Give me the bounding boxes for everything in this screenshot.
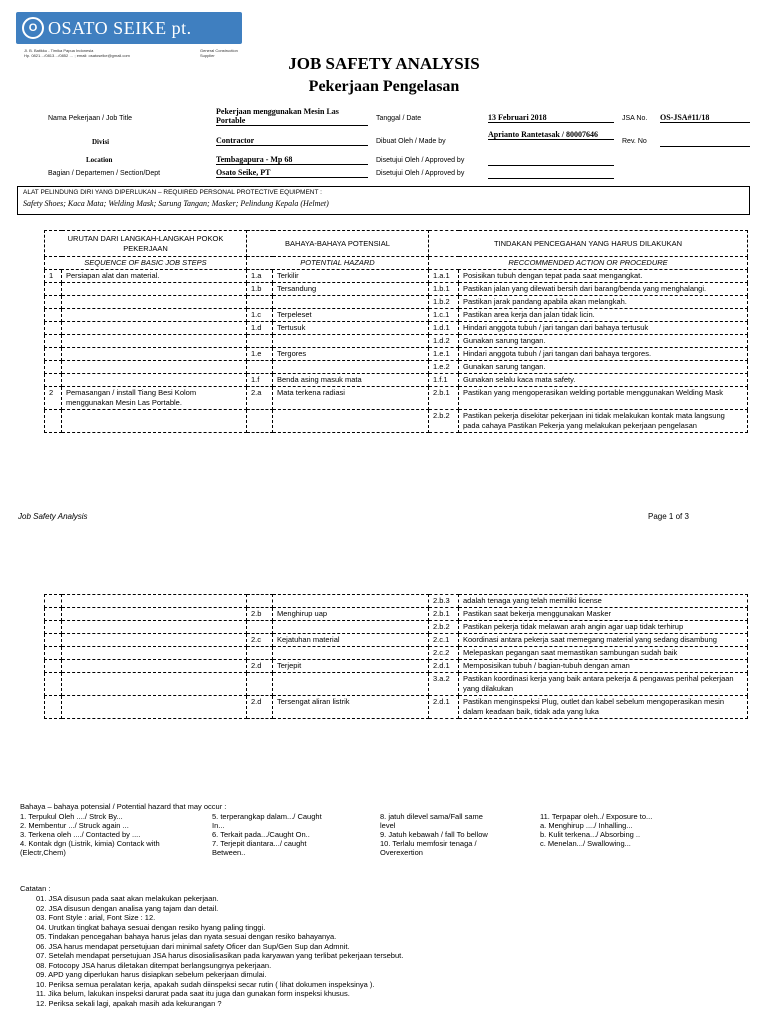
- action-code: 1.d.2: [429, 335, 459, 348]
- step-no: [45, 673, 62, 696]
- hazard-legend-col1: 1. Terpukul Oleh ..../ Strck By... 2. Membentur .../ Struck again ... 3. Terkena oleh ..../ Contacted by .... 4. Kontak dgn (Listrik, kimia) Contack with (Electr,Chem): [20, 812, 160, 857]
- step-text: Persiapan alat dan material.: [62, 270, 247, 283]
- step-no: [45, 595, 62, 608]
- hazard-code: 1.d: [247, 322, 273, 335]
- action-text: Memposisikan tubuh / bagian-tubuh dengan aman: [459, 660, 748, 673]
- note-item: 07. Setelah mendapat persetujuan JSA harus disosialisasikan pada karyawan yang terlibat pekerjaan tersebut.: [36, 951, 404, 960]
- company-address: Jl. B. Batikku - Timika Papua Indonesia Hp. 0821…/0813…/0852 … ; email: osatoseike@gmail.com: [24, 48, 130, 58]
- hazard-code: 2.c: [247, 634, 273, 647]
- action-text: Pastikan saat bekerja menggunakan Masker: [459, 608, 748, 621]
- note-item: 04. Urutkan tingkat bahaya sesuai dengan resiko hyang paling tinggi.: [36, 922, 266, 932]
- hazard-code: [247, 647, 273, 660]
- step-no: [45, 296, 62, 309]
- step-text: Pemasangan / install Tiang Besi Kolom menggunakan Mesin Las Portable.: [62, 387, 247, 410]
- note-item: 05. Tindakan pencegahan bahaya harus jelas dan nyata sesuai dengan resiko bahayanya.: [36, 932, 337, 941]
- action-text: Posisikan tubuh dengan tepat pada saat mengangkat.: [459, 270, 748, 283]
- made-by-value: Aprianto Rantetasak / 80007646: [488, 130, 614, 140]
- hazard-text: [273, 595, 429, 608]
- step-text: [62, 374, 247, 387]
- hazard-code: [247, 621, 273, 634]
- step-text: [62, 348, 247, 361]
- approved-by-line-1: [488, 165, 614, 166]
- step-no: 1: [45, 270, 62, 283]
- step-text: [62, 361, 247, 374]
- notes-title: Catatan :: [20, 884, 51, 893]
- action-text: Koordinasi antara pekerja saat memegang material yang sedang disambung: [459, 634, 748, 647]
- step-no: [45, 696, 62, 719]
- header-action: TINDAKAN PENCEGAHAN YANG HARUS DILAKUKAN: [429, 231, 748, 257]
- step-text: [62, 309, 247, 322]
- hazard-text: Terkilir: [273, 270, 429, 283]
- hazard-legend-col2: 5. terperangkap dalam.../ Caught In... 6. Terkait pada.../Caught On.. 7. Terjepit diantara.../ caught Between..: [212, 812, 322, 857]
- job-title-label: Nama Pekerjaan / Job Title: [48, 115, 133, 122]
- action-text: Pastikan yang mengoperasikan welding portable menggunakan Welding Mask: [459, 387, 748, 410]
- table-row: [45, 296, 748, 309]
- step-no: [45, 335, 62, 348]
- hazard-text: Menghirup uap: [273, 608, 429, 621]
- table-row: [45, 283, 748, 296]
- action-text: Melepaskan pegangan saat memastikan sambungan sudah baik: [459, 647, 748, 660]
- table-row: [45, 270, 748, 283]
- jsa-no-value: OS-JSA#11/18: [660, 113, 750, 123]
- logo-text: OSATO SEIKE pt.: [48, 17, 192, 38]
- hazard-text: Terpeleset: [273, 309, 429, 322]
- table-row: [45, 322, 748, 335]
- step-text: [62, 410, 247, 433]
- hazard-text: Terjepit: [273, 660, 429, 673]
- subheader-hazard: POTENTIAL HAZARD: [247, 257, 429, 270]
- note-item: 09. APD yang diperlukan harus disiapkan sebelum pekerjaan dimulai.: [36, 970, 267, 979]
- action-text: Gunakan sarung tangan.: [459, 335, 748, 348]
- step-text: [62, 283, 247, 296]
- page-number: Page 1 of 3: [648, 512, 689, 521]
- action-text: Pastikan jalan yang dilewati bersih dari barang/benda yang menghalangi.: [459, 283, 748, 296]
- location-value: Tembagapura - Mp 68: [216, 155, 368, 165]
- action-text: Pastikan pekerja tidak melawan arah angin agar uap tidak terhirup: [459, 621, 748, 634]
- step-text: [62, 621, 247, 634]
- subheader-action: RECCOMMENDED ACTION OR PROCEDURE: [429, 257, 748, 270]
- table-row: [45, 309, 748, 322]
- hazard-text: Tergores: [273, 348, 429, 361]
- hazard-legend-col3: 8. jatuh dilevel sama/Fall same level 9. Jatuh kebawah / fall To bellow 10. Terlalu memfosir tenaga / Overexertion: [380, 812, 488, 857]
- location-label: Location: [86, 156, 113, 164]
- action-code: 2.b.1: [429, 387, 459, 410]
- hazard-code: [247, 361, 273, 374]
- note-item: 12. Periksa sekali lagi, apakah masih ada kekurangan ?: [36, 998, 222, 1008]
- step-no: [45, 647, 62, 660]
- hazard-legend-title: Bahaya – bahaya potensial / Potential hazard that may occur :: [20, 802, 227, 811]
- table-row: [45, 595, 748, 608]
- step-no: [45, 348, 62, 361]
- action-code: 1.b.2: [429, 296, 459, 309]
- job-title-value: Pekerjaan menggunakan Mesin Las Portable: [216, 107, 368, 126]
- section-value: Osato Seike, PT: [216, 168, 368, 178]
- step-no: [45, 309, 62, 322]
- action-text: Gunakan selalu kaca mata safety.: [459, 374, 748, 387]
- step-no: 2: [45, 387, 62, 410]
- step-no: [45, 374, 62, 387]
- action-code: 2.c.2: [429, 647, 459, 660]
- table-row: [45, 361, 748, 374]
- action-code: 2.b.3: [429, 595, 459, 608]
- action-text: Pastikan menginspeksi Plug, outlet dan kabel sebelum mengoperasikan mesin dalam keadaan baik, tidak ada yang luka: [459, 696, 748, 719]
- hazard-code: [247, 335, 273, 348]
- action-code: 1.a.1: [429, 270, 459, 283]
- table-row: [45, 608, 748, 621]
- hazard-code: 2.b: [247, 608, 273, 621]
- rev-no-line: [660, 146, 750, 147]
- step-no: [45, 283, 62, 296]
- jsa-no-label: JSA No.: [622, 115, 648, 122]
- hazard-legend-col4: 11. Terpapar oleh../ Exposure to... a. Menghirup ..../ Inhalling... b. Kulit terkena.../ Absorbing .. c. Menelan.../ Swallowing...: [540, 812, 653, 848]
- jsa-rows-page1: [45, 270, 748, 433]
- action-code: 2.d.1: [429, 696, 459, 719]
- table-row: [45, 634, 748, 647]
- logo-mark: O: [22, 17, 44, 39]
- hazard-text: [273, 647, 429, 660]
- note-item: 02. JSA disusun dengan analisa yang tajam dan detail.: [36, 903, 219, 913]
- step-text: [62, 634, 247, 647]
- action-text: Pastikan area kerja dan jalan tidak licin.: [459, 309, 748, 322]
- note-item: 03. Font Style : arial, Font Size : 12.: [36, 913, 156, 922]
- action-code: 1.b.1: [429, 283, 459, 296]
- note-item: 06. JSA harus mendapat persetujuan dari minimal safety Oficer dan Sup/Gen Sup dan Admnit.: [36, 941, 350, 951]
- hazard-text: Mata terkena radiasi: [273, 387, 429, 410]
- hazard-text: Tersengat aliran listrik: [273, 696, 429, 719]
- hazard-code: 1.f: [247, 374, 273, 387]
- approved-by-label-1: Disetujui Oleh / Approved by: [376, 157, 465, 164]
- action-code: 2.b.1: [429, 608, 459, 621]
- section-label: Bagian / Departemen / Section/Dept: [48, 170, 161, 177]
- action-code: 1.f.1: [429, 374, 459, 387]
- step-text: [62, 608, 247, 621]
- step-text: [62, 696, 247, 719]
- table-row: [45, 335, 748, 348]
- step-no: [45, 410, 62, 433]
- action-code: 2.b.2: [429, 621, 459, 634]
- table-row: [45, 647, 748, 660]
- table-row: [45, 660, 748, 673]
- made-by-label: Dibuat Oleh / Made by: [376, 138, 446, 145]
- jsa-rows-page2: [45, 595, 748, 719]
- action-code: 1.c.1: [429, 309, 459, 322]
- step-text: [62, 322, 247, 335]
- step-no: [45, 660, 62, 673]
- hazard-code: 2.a: [247, 387, 273, 410]
- note-item: 08. Fotocopy JSA harus diletakan ditempat berlangsungnya pekerjaan.: [36, 960, 272, 970]
- action-code: 1.e.1: [429, 348, 459, 361]
- step-text: [62, 660, 247, 673]
- table-row: [45, 374, 748, 387]
- note-item: 10. Periksa semua peralatan kerja, apakah sudah diinspeksi secar rutin ( lihat dokumen inspeksinya ).: [36, 979, 375, 989]
- hazard-code: [247, 595, 273, 608]
- action-text: adalah tenaga yang telah memiliki license: [459, 595, 748, 608]
- note-item: 11. Jika belum, lakukan inspeksi darurat pada saat itu juga dan gunakan form inspeksi khusus.: [36, 989, 350, 998]
- step-text: [62, 335, 247, 348]
- approved-by-label-2: Disetujui Oleh / Approved by: [376, 170, 465, 177]
- step-no: [45, 361, 62, 374]
- action-code: 1.d.1: [429, 322, 459, 335]
- step-text: [62, 296, 247, 309]
- table-row: [45, 387, 748, 410]
- step-no: [45, 634, 62, 647]
- step-no: [45, 322, 62, 335]
- hazard-text: Kejatuhan material: [273, 634, 429, 647]
- header-steps: URUTAN DARI LANGKAH-LANGKAH POKOK PEKERJAAN: [45, 231, 247, 257]
- company-business: General Construction Supplier: [200, 48, 238, 58]
- table-row: [45, 673, 748, 696]
- division-value: Contractor: [216, 136, 368, 146]
- division-label: Divisi: [92, 138, 110, 146]
- step-no: [45, 621, 62, 634]
- hazard-text: [273, 361, 429, 374]
- step-no: [45, 608, 62, 621]
- notes-list: [36, 894, 756, 1008]
- action-text: Pastikan jarak pandang apabila akan melangkah.: [459, 296, 748, 309]
- table-row: [45, 348, 748, 361]
- hazard-text: [273, 410, 429, 433]
- subheader-steps: SEQUENCE OF BASIC JOB STEPS: [45, 257, 247, 270]
- action-text: Hindari anggota tubuh / jari tangan dari bahaya tergores.: [459, 348, 748, 361]
- table-row: [45, 621, 748, 634]
- action-code: 3.a.2: [429, 673, 459, 696]
- hazard-code: [247, 410, 273, 433]
- hazard-code: 1.e: [247, 348, 273, 361]
- hazard-text: Tertusuk: [273, 322, 429, 335]
- action-code: 2.b.2: [429, 410, 459, 433]
- action-code: 1.e.2: [429, 361, 459, 374]
- table-row: [45, 410, 748, 433]
- jsa-table-page1: [44, 230, 748, 433]
- action-code: 2.d.1: [429, 660, 459, 673]
- action-text: Pastikan pekerja disekitar pekerjaan ini tidak melakukan kontak mata langsung pada cahaya Pastikan Pekerja yang melakukan pekerjaan pengelasan: [459, 410, 748, 433]
- hazard-text: [273, 621, 429, 634]
- hazard-text: [273, 296, 429, 309]
- hazard-text: [273, 673, 429, 696]
- document-subtitle: Pekerjaan Pengelasan: [308, 78, 460, 95]
- document-title: JOB SAFETY ANALYSIS: [288, 54, 480, 73]
- hazard-code: 2.d: [247, 696, 273, 719]
- hazard-code: 1.c: [247, 309, 273, 322]
- hazard-code: 1.b: [247, 283, 273, 296]
- approved-by-line-2: [488, 178, 614, 179]
- ppe-label: ALAT PELINDUNG DIRI YANG DIPERLUKAN – REQUIRED PERSONAL PROTECTIVE EQUIPMENT :: [23, 189, 322, 196]
- action-text: Gunakan sarung tangan.: [459, 361, 748, 374]
- rev-no-label: Rev. No: [622, 138, 647, 145]
- hazard-code: [247, 673, 273, 696]
- action-code: 2.c.1: [429, 634, 459, 647]
- table-row: [45, 696, 748, 719]
- ppe-box: [17, 186, 750, 215]
- action-text: Pastikan koordinasi kerja yang baik antara pekerja & pengawas perihal pekerjaan yang dilakukan: [459, 673, 748, 696]
- footer-left: Job Safety Analysis: [18, 512, 88, 521]
- hazard-code: 1.a: [247, 270, 273, 283]
- step-text: [62, 595, 247, 608]
- hazard-code: 2.d: [247, 660, 273, 673]
- header-hazard: BAHAYA-BAHAYA POTENSIAL: [247, 231, 429, 257]
- hazard-text: Tersandung: [273, 283, 429, 296]
- step-text: [62, 647, 247, 660]
- note-item: 01. JSA disusun pada saat akan melakukan pekerjaan.: [36, 894, 219, 903]
- hazard-text: [273, 335, 429, 348]
- action-text: Hindari anggota tubuh / jari tangan dari bahaya tertusuk: [459, 322, 748, 335]
- ppe-items: Safety Shoes; Kaca Mata; Welding Mask; Sarung Tangan; Masker; Pelindung Kepala (Helmet): [23, 199, 329, 208]
- hazard-text: Benda asing masuk mata: [273, 374, 429, 387]
- step-text: [62, 673, 247, 696]
- hazard-code: [247, 296, 273, 309]
- date-label: Tanggal / Date: [376, 115, 422, 122]
- date-value: 13 Februari 2018: [488, 113, 614, 123]
- jsa-table-page2: [44, 594, 748, 719]
- company-logo: [16, 12, 242, 44]
